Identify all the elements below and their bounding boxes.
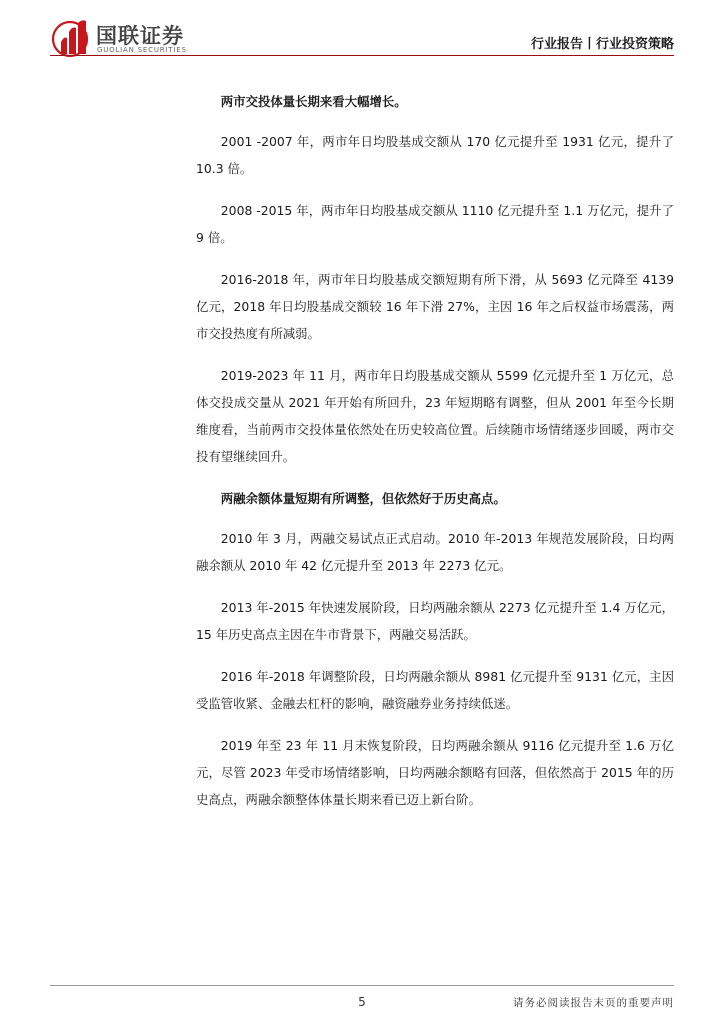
body-paragraph: 2016-2018 年，两市年日均股基成交额短期有所下滑，从 5693 亿元降至 4139 亿元，2018 年日均股基成交额较 16 年下滑 27%，主因 16 年之后权益市场震荡，两市交投热度有所减弱。 [196,272,674,341]
body-paragraph: 2001 -2007 年，两市年日均股基成交额从 170 亿元提升至 1931 亿元，提升了 10.3 倍。 [196,134,674,176]
header-divider [50,55,674,56]
logo-english-name: GUOLIAN SECURITIES [97,46,187,54]
section-heading: 两市交投体量长期来看大幅增长。 [220,94,407,109]
body-paragraph: 2008 -2015 年，两市年日均股基成交额从 1110 亿元提升至 1.1 万亿元，提升了 9 倍。 [196,203,674,245]
body-paragraph: 2016 年-2018 年调整阶段，日均两融余额从 8981 亿元提升至 9131 亿元，主因受监管收紧、金融去杠杆的影响，融资融券业务持续低迷。 [196,669,674,711]
body-paragraph: 2013 年-2015 年快速发展阶段，日均两融余额从 2273 亿元提升至 1.4 万亿元，15 年历史高点主因在牛市背景下，两融交易活跃。 [196,600,674,642]
company-logo [50,18,200,58]
page-header [0,0,724,70]
body-paragraph: 2010 年 3 月，两融交易试点正式启动。2010 年-2013 年规范发展阶段，日均两融余额从 2010 年 42 亿元提升至 2013 年 2273 亿元。 [196,531,674,573]
body-paragraph: 2019-2023 年 11 月，两市年日均股基成交额从 5599 亿元提升至 1 万亿元，总体交投成交量从 2021 年开始有所回升，23 年短期略有调整，但从 2001 年至今长期维度看，当前两市交投体量依然处在历史较高位置。后续随市场情绪逐步回暖，两市交投有望继续回升。 [196,368,674,464]
body-paragraph: 2019 年至 23 年 11 月末恢复阶段，日均两融余额从 9116 亿元提升至 1.6 万亿元，尽管 2023 年受市场情绪影响，日均两融余额略有回落，但依然高于 2015 年的历史高点，两融余额整体体量长期来看已迈上新台阶。 [196,738,674,807]
page-number: 5 [358,995,366,1009]
report-category: 行业报告丨行业投资策略 [530,37,674,52]
footer-divider [50,985,674,986]
section-heading: 两融余额体量短期有所调整，但依然好于历史高点。 [220,491,506,506]
logo-chinese-name: 国联证券 [96,24,184,48]
logo-emblem-icon [50,18,94,58]
footer-disclaimer: 请务必阅读报告末页的重要声明 [513,997,674,1009]
report-body [196,88,674,828]
